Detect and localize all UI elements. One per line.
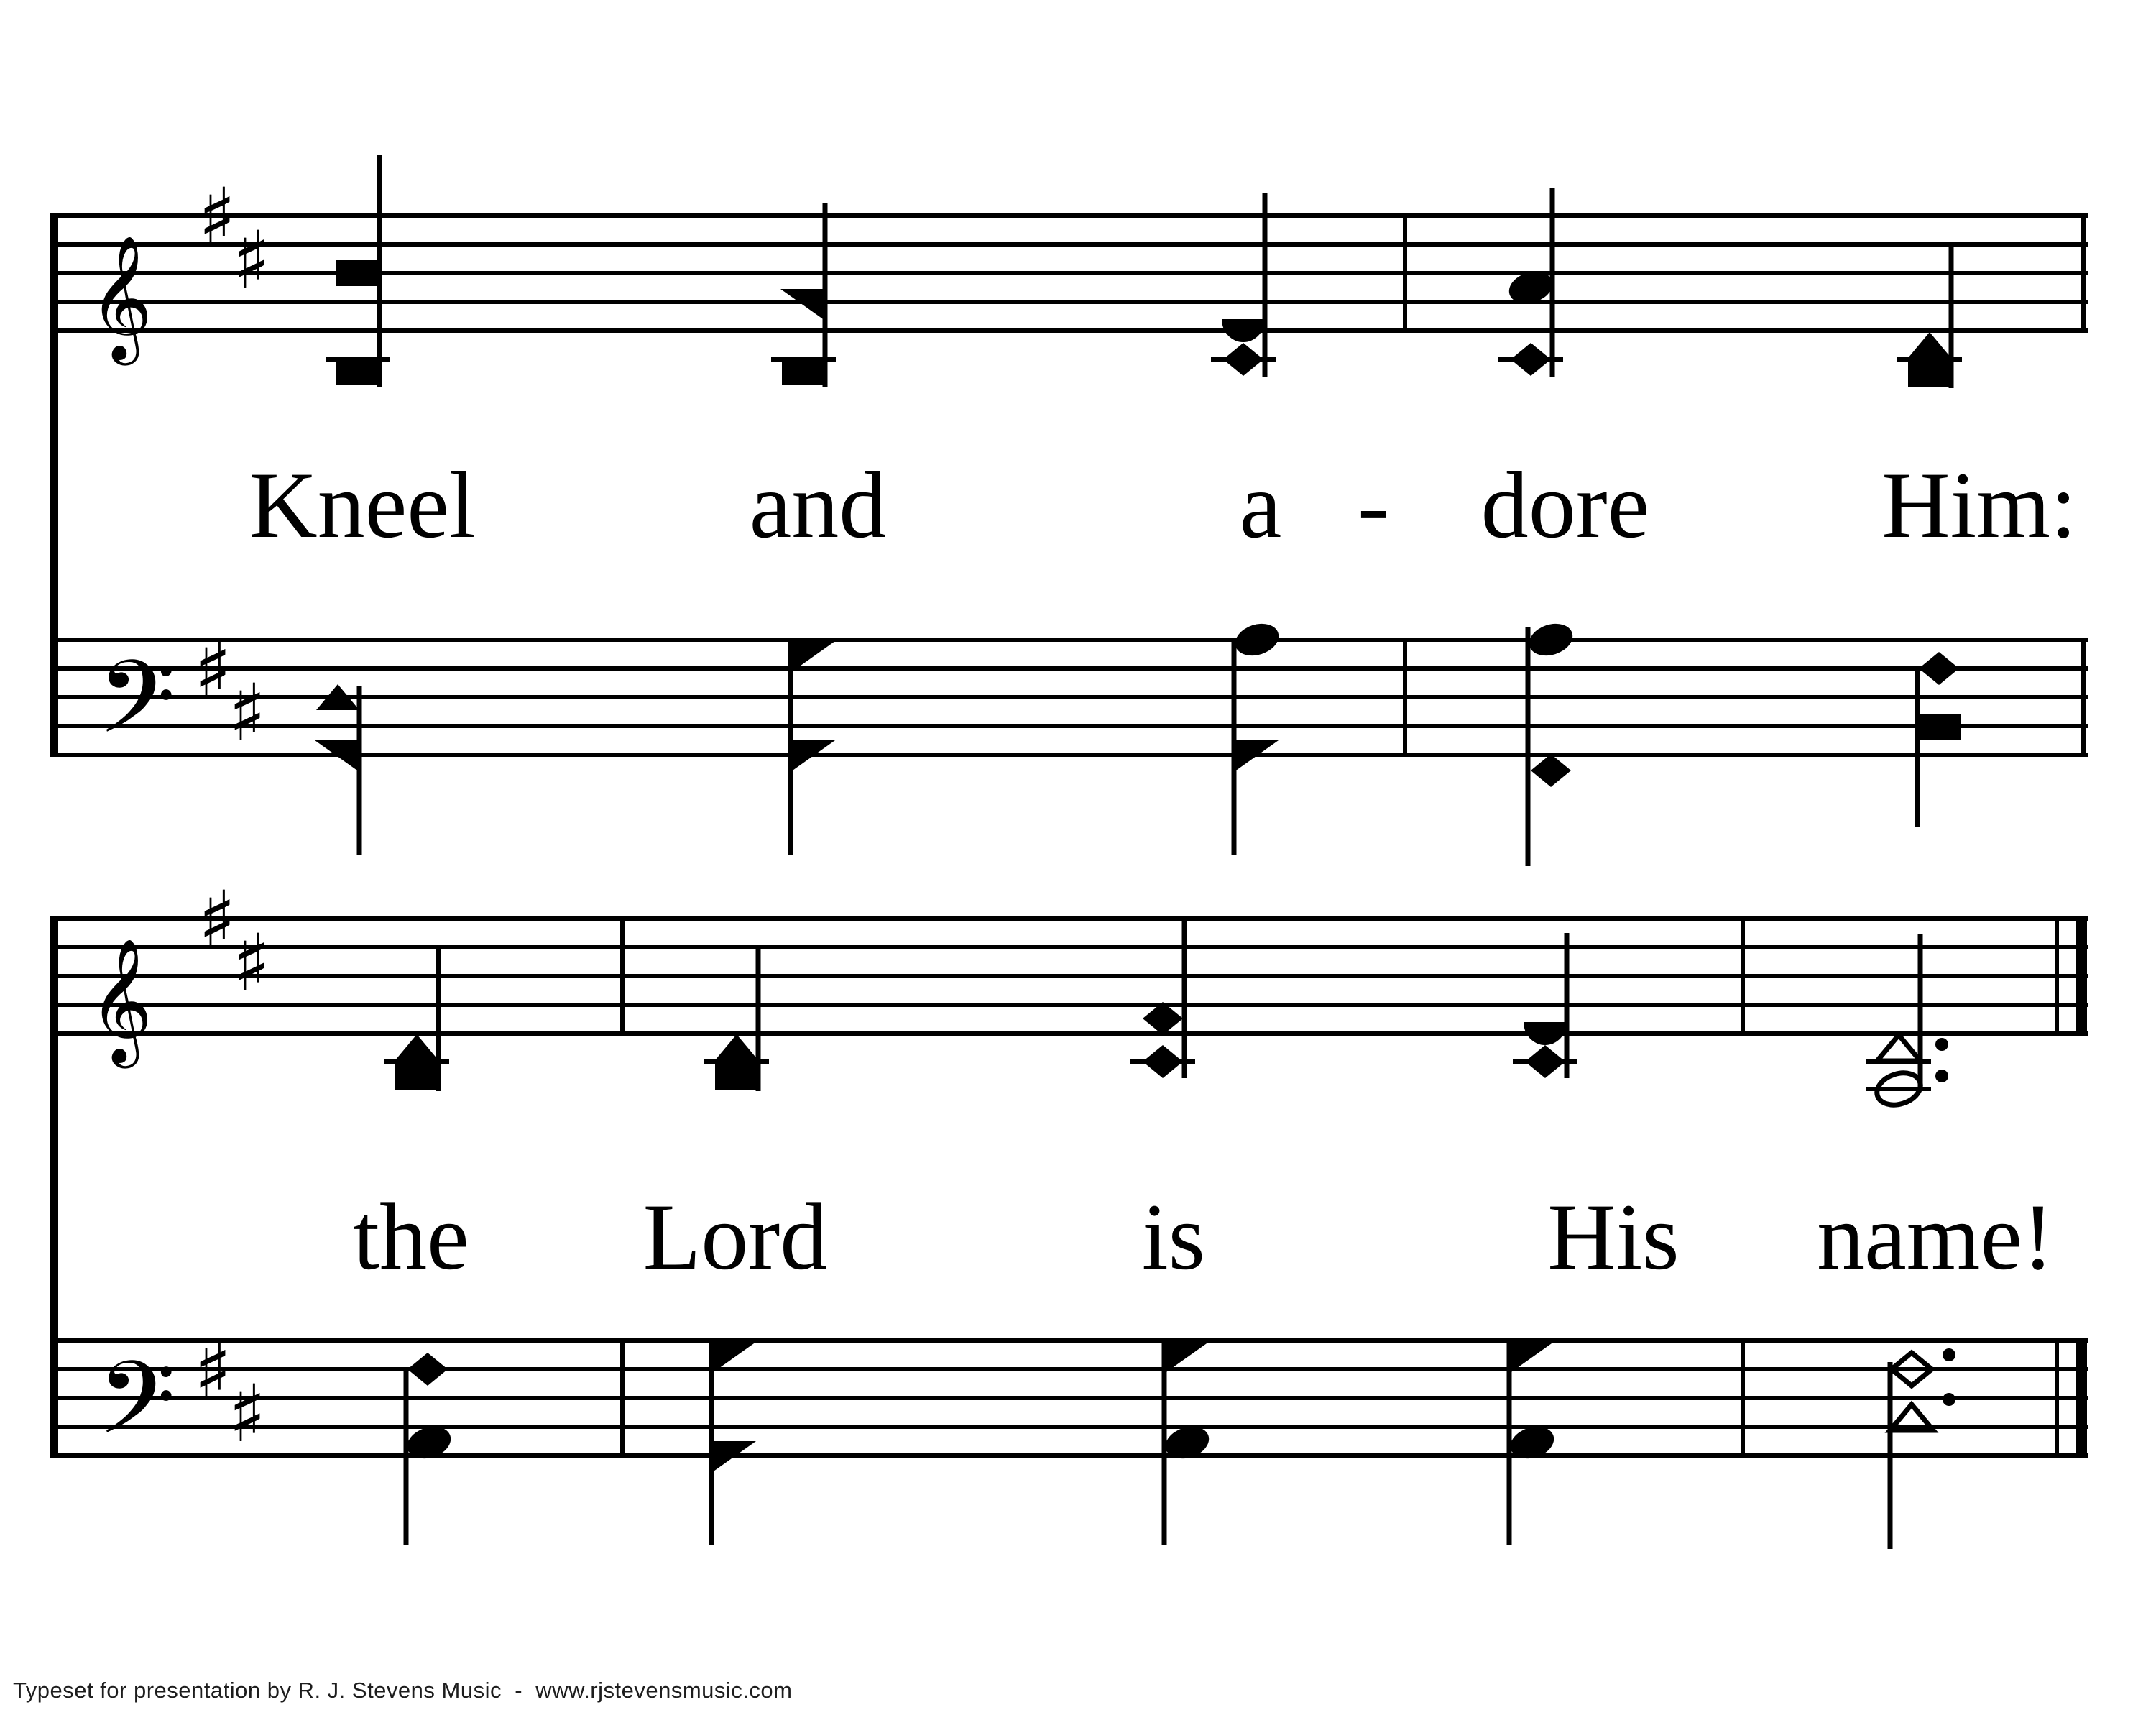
treble-clef-icon: 𝄞 [88, 235, 153, 360]
notehead-mi-diamond [1511, 343, 1551, 376]
note-stem [404, 1369, 409, 1545]
notehead-la-square [336, 359, 379, 385]
lyric-word: the [353, 1184, 469, 1289]
bass-clef-icon: 𝄢 [97, 639, 176, 781]
system2-bass-staff-line [54, 1338, 2088, 1343]
notehead-re-halfmoon [1222, 319, 1265, 342]
barline [620, 916, 625, 1036]
sharp-icon: ♯ [232, 214, 271, 306]
augmentation-dot [1943, 1348, 1955, 1361]
barline [2081, 638, 2086, 757]
barline [1403, 638, 1407, 757]
augmentation-dot [1943, 1393, 1955, 1406]
system1-treble-staff-line [54, 328, 2088, 333]
note-stem [1182, 919, 1187, 1078]
notehead-do-triangle [715, 1034, 758, 1060]
sharp-icon: ♯ [193, 1325, 232, 1417]
lyric-word: is [1141, 1184, 1206, 1289]
notehead-mi-diamond [407, 1353, 448, 1386]
barline [50, 213, 58, 757]
system1-bass-staff-line [54, 638, 2088, 642]
system1-treble-staff-line [54, 300, 2088, 304]
notehead-mi-diamond [1143, 1045, 1183, 1078]
notehead-mi-diamond [1223, 343, 1263, 376]
notehead-mi-diamond [1531, 754, 1571, 787]
barline [1741, 916, 1745, 1036]
barline [2076, 916, 2087, 1036]
note-stem [1915, 668, 1920, 827]
system2-bass-staff-line [54, 1425, 2088, 1429]
system2-treble-staff-line [54, 1031, 2088, 1036]
notehead-do-triangle [1908, 332, 1951, 358]
note-stem [1888, 1362, 1893, 1549]
bass-clef-icon: 𝄢 [97, 1340, 176, 1482]
lyric-word: name! [1817, 1184, 2054, 1289]
notehead-la-square [1908, 361, 1951, 387]
barline [1403, 213, 1407, 333]
system1-treble-staff-line [54, 213, 2088, 218]
system2-treble-staff-line [54, 945, 2088, 949]
notehead-mi-diamond [1525, 1045, 1565, 1078]
treble-clef-icon: 𝄞 [88, 938, 153, 1063]
notehead-la-square [782, 359, 825, 385]
system2-treble-staff-line [54, 974, 2088, 978]
system2-bass-staff-line [54, 1453, 2088, 1458]
barline [1741, 1338, 1745, 1458]
footer-credit: Typeset for presentation by R. J. Stevens Music - www.rjstevensmusic.com [13, 1678, 793, 1703]
notehead-la-square [1917, 714, 1961, 740]
lyric-word: Him: [1881, 452, 2077, 558]
lyric-word: - [1358, 452, 1389, 558]
note-stem [1918, 934, 1923, 1087]
system1-bass-staff-line [54, 666, 2088, 671]
sharp-icon: ♯ [232, 917, 271, 1009]
barline [620, 1338, 625, 1458]
sharp-icon: ♯ [228, 1368, 267, 1460]
notehead-do-triangle [395, 1034, 438, 1060]
system2-treble-staff-line [54, 1003, 2088, 1007]
barline [50, 916, 58, 1458]
lyric-word: a [1239, 452, 1282, 558]
note-stem [1526, 627, 1531, 866]
barline [2076, 1338, 2087, 1458]
sharp-icon: ♯ [228, 667, 267, 759]
notehead-la-square [336, 260, 379, 286]
barline [2081, 213, 2086, 333]
notehead-do-triangle [1877, 1035, 1920, 1061]
notehead-mi-diamond [1919, 652, 1959, 685]
lyric-word: dore [1480, 452, 1650, 558]
barline [2055, 1338, 2059, 1458]
system1-treble-staff-line [54, 242, 2088, 247]
system2-treble-staff-line [54, 916, 2088, 921]
lyric-word: Kneel [249, 452, 476, 558]
notehead-sol-oval [1525, 618, 1577, 661]
notehead-la-square [395, 1064, 438, 1090]
lyric-word: His [1547, 1184, 1680, 1289]
notehead-re-halfmoon [1524, 1022, 1567, 1045]
system2-bass-staff-line [54, 1396, 2088, 1400]
notehead-fa-flag [780, 289, 825, 321]
sharp-icon: ♯ [198, 171, 236, 263]
notehead-sol-oval [1231, 618, 1283, 661]
note-stem [1263, 193, 1268, 377]
lyric-word: and [749, 452, 887, 558]
barline [2055, 916, 2059, 1036]
augmentation-dot [1935, 1070, 1948, 1082]
note-stem [1565, 933, 1570, 1078]
augmentation-dot [1935, 1038, 1948, 1051]
notehead-la-square [715, 1064, 758, 1090]
sharp-icon: ♯ [193, 624, 232, 716]
lyric-word: Lord [642, 1184, 828, 1289]
sharp-icon: ♯ [198, 874, 236, 966]
system2-bass-staff-line [54, 1367, 2088, 1371]
